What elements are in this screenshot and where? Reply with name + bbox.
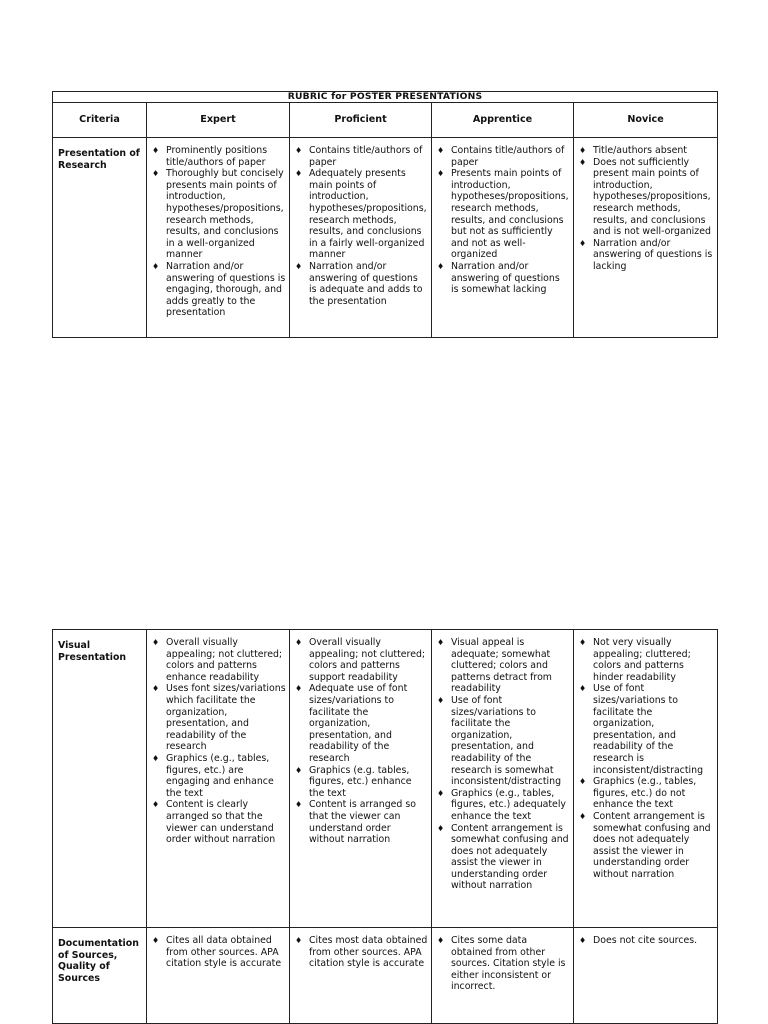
bullet-item: ♦ Thoroughly but concisely presents main points of introduction, hypotheses/propositions, research methods, results, and conclusions in a well-organized manner: [151, 168, 286, 261]
rubric-table-bottom: [52, 629, 718, 1024]
criterion-label: Presentation of Research: [53, 138, 147, 338]
cell-proficient: [290, 630, 432, 928]
bullet-item: ♦ Cites all data obtained from other sources. APA citation style is accurate: [151, 935, 286, 970]
rubric-title: RUBRIC for POSTER PRESENTATIONS: [53, 92, 718, 103]
bullet-item: ♦ Use of font sizes/variations to facilitate the organization, presentation, and readability of the research is inconsistent/distracting: [578, 683, 714, 776]
bullet-item: ♦ Narration and/or answering of questions is adequate and adds to the presentation: [294, 261, 428, 307]
bullet-item: ♦ Content is clearly arranged so that the viewer can understand order without narration: [151, 799, 286, 845]
bullet-item: ♦ Not very visually appealing; cluttered; colors and patterns hinder readability: [578, 637, 714, 683]
bullet-item: ♦ Content arrangement is somewhat confusing and does not adequately assist the viewer in understanding order without narration: [436, 823, 570, 893]
bullet-item: ♦ Use of font sizes/variations to facilitate the organization, presentation, and readability of the research is somewhat inconsistent/distracting: [436, 695, 570, 788]
bullet-item: ♦ Graphics (e.g., tables, figures, etc.) do not enhance the text: [578, 776, 714, 811]
header-row: [53, 103, 718, 138]
bullet-item: ♦ Does not cite sources.: [578, 935, 714, 947]
bullet-item: ♦ Graphics (e.g., tables, figures, etc.) adequately enhance the text: [436, 788, 570, 823]
bullet-item: ♦ Narration and/or answering of questions is engaging, thorough, and adds greatly to the presentation: [151, 261, 286, 319]
header-novice: Novice: [574, 103, 718, 138]
bullet-item: ♦ Prominently positions title/authors of paper: [151, 145, 286, 168]
cell-proficient: [290, 138, 432, 338]
bullet-item: ♦ Cites some data obtained from other sources. Citation style is either inconsistent or incorrect.: [436, 935, 570, 993]
cell-expert: [147, 138, 290, 338]
bullet-item: ♦ Contains title/authors of paper: [436, 145, 570, 168]
bullet-item: ♦ Does not sufficiently present main points of introduction, hypotheses/propositions, research methods, results, and conclusions and is not well-organized: [578, 157, 714, 238]
bullet-item: ♦ Cites most data obtained from other sources. APA citation style is accurate: [294, 935, 428, 970]
bullet-item: ♦ Adequate use of font sizes/variations to facilitate the organization, presentation, and readability of the research: [294, 683, 428, 764]
bullet-item: ♦ Contains title/authors of paper: [294, 145, 428, 168]
row-presentation-of-research: [53, 138, 718, 338]
cell-expert: [147, 630, 290, 928]
cell-novice: [574, 138, 718, 338]
cell-novice: [574, 928, 718, 1024]
row-documentation-of-sources: [53, 928, 718, 1024]
bullet-item: ♦ Overall visually appealing; not cluttered; colors and patterns enhance readability: [151, 637, 286, 683]
cell-apprentice: [432, 630, 574, 928]
bullet-item: ♦ Narration and/or answering of questions is somewhat lacking: [436, 261, 570, 296]
bullet-item: ♦ Adequately presents main points of introduction, hypotheses/propositions, research methods, results, and conclusions in a fairly well-organized manner: [294, 168, 428, 261]
cell-apprentice: [432, 138, 574, 338]
cell-proficient: [290, 928, 432, 1024]
header-proficient: Proficient: [290, 103, 432, 138]
rubric-table-top: [52, 91, 718, 338]
header-criteria: Criteria: [53, 103, 147, 138]
criterion-label: Documentation of Sources, Quality of Sources: [53, 928, 147, 1024]
cell-expert: [147, 928, 290, 1024]
bullet-item: ♦ Narration and/or answering of questions is lacking: [578, 238, 714, 273]
header-apprentice: Apprentice: [432, 103, 574, 138]
bullet-item: ♦ Content arrangement is somewhat confusing and does not adequately assist the viewer in understanding order without narration: [578, 811, 714, 881]
bullet-item: ♦ Uses font sizes/variations which facilitate the organization, presentation, and readability of the research: [151, 683, 286, 753]
bullet-item: ♦ Presents main points of introduction, hypotheses/propositions, research methods, results, and conclusions but not as sufficiently and not as well-organized: [436, 168, 570, 261]
criterion-label: Visual Presentation: [53, 630, 147, 928]
header-expert: Expert: [147, 103, 290, 138]
cell-apprentice: [432, 928, 574, 1024]
bullet-item: ♦ Visual appeal is adequate; somewhat cluttered; colors and patterns detract from readability: [436, 637, 570, 695]
bullet-item: ♦ Graphics (e.g., tables, figures, etc.) are engaging and enhance the text: [151, 753, 286, 799]
bullet-item: ♦ Title/authors absent: [578, 145, 714, 157]
cell-novice: [574, 630, 718, 928]
bullet-item: ♦ Content is arranged so that the viewer can understand order without narration: [294, 799, 428, 845]
row-visual-presentation: [53, 630, 718, 928]
bullet-item: ♦ Overall visually appealing; not cluttered; colors and patterns support readability: [294, 637, 428, 683]
bullet-item: ♦ Graphics (e.g. tables, figures, etc.) enhance the text: [294, 765, 428, 800]
